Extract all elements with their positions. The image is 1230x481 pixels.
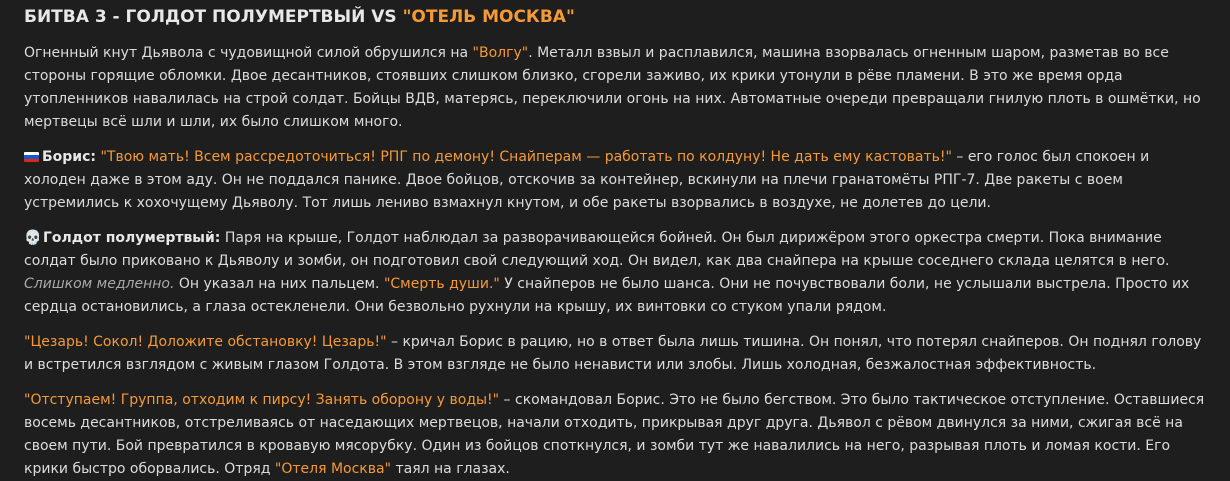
battle-title <box>24 4 1206 30</box>
paragraph-3-italic: Слишком медленно. <box>24 276 175 292</box>
paragraph-3-text-c: У снайперов не было шанса. Они не почувствовали боли, не услышали выстрела. Просто их сердца остановились, а глаза остекленели. Они безвольно рухнули на крышу, их винтовки со стуком упали рядом. <box>24 276 1190 315</box>
paragraph-1-text-b: . Металл взвыл и расплавился, машина взорвалась огненным шаром, разметав во все стороны горящие обломки. Двое десантников, стоявших слишком близко, сгорели заживо, их крики утонули в рёве пламени. В это же время орда утопленников навалилась на строй солдат. Бойцы ВДВ, матерясь, переключили огонь на них. Автоматные очереди превращали гнилую плоть в ошмётки, но мертвецы всё шли и шли, их было слишком много. <box>24 45 1201 130</box>
paragraph-4 <box>24 331 1206 377</box>
speaker-goldot: Голдот полумертвый: <box>43 230 221 246</box>
paragraph-2 <box>24 146 1206 215</box>
battle-title-prefix: БИТВА 3 - ГОЛДОТ ПОЛУМЕРТВЫЙ VS <box>24 7 403 27</box>
speaker-boris: Борис: <box>42 149 97 165</box>
paragraph-3-quote: "Смерть души." <box>383 276 500 292</box>
paragraph-5-quote-b: "Отеля Москва" <box>274 461 392 477</box>
paragraph-3-text-a: Паря на крыше, Голдот наблюдал за разворачивающейся бойней. Он был дирижёром этого оркестра смерти. Пока внимание солдат было приковано к Дьяволу и зомби, он подготовил свой следующий ход. Он видел, как два снайпера на крыше соседнего склада целятся в него. <box>24 230 1170 269</box>
paragraph-1-quote: "Волгу" <box>472 45 529 61</box>
paragraph-1 <box>24 42 1206 134</box>
skull-icon: 💀 <box>24 230 42 246</box>
paragraph-5-text-b: таял на глазах. <box>391 461 510 477</box>
paragraph-1-text-a: Огненный кнут Дьявола с чудовищной силой обрушился на <box>24 45 473 61</box>
battle-title-opponent: "ОТЕЛЬ МОСКВА" <box>402 7 575 27</box>
paragraph-5 <box>24 389 1206 481</box>
paragraph-3 <box>24 227 1206 319</box>
paragraph-4-quote: "Цезарь! Сокол! Доложите обстановку! Цезарь!" <box>24 334 387 350</box>
paragraph-5-quote-a: "Отступаем! Группа, отходим к пирсу! Занять оборону у воды!" <box>24 392 500 408</box>
paragraph-4-text: – кричал Борис в рацию, но в ответ была лишь тишина. Он понял, что потерял снайперов. Он поднял голову и встретился взглядом с живым глазом Голдота. В этом взгляде не было ненависти или злобы. Лишь холодная, безжалостная эффективность. <box>24 334 1202 373</box>
russian-flag-icon <box>24 152 39 162</box>
paragraph-5-text-a: – скомандовал Борис. Это не было бегством. Это было тактическое отступление. Оставшиеся восемь десантников, отстреливаясь от наседающих мертвецов, начали отходить, прикрывая друг друга. Дьявол с рёвом двинулся за ними, сжигая всё на своем пути. Бой превратился в кровавую мясорубку. Один из бойцов споткнулся, и зомби тут же навалились на него, разрывая плоть и ломая кости. Его крики быстро оборвались. Отряд <box>24 392 1205 477</box>
paragraph-3-text-b: Он указал на них пальцем. <box>174 276 384 292</box>
paragraph-2-text: – его голос был спокоен и холоден даже в этом аду. Он не поддался панике. Двое бойцов, отскочив за контейнер, вскинули на плечи гранатомёты РПГ-7. Две ракеты с воем устремились к хохочущему Дьяволу. Тот лишь лениво взмахнул кнутом, и обе ракеты взорвались в воздухе, не долетев до цели. <box>24 149 1150 211</box>
paragraph-2-quote: "Твою мать! Всем рассредоточиться! РПГ по демону! Снайперам — работать по колдуну! Не дать ему кастовать!" <box>100 149 952 165</box>
